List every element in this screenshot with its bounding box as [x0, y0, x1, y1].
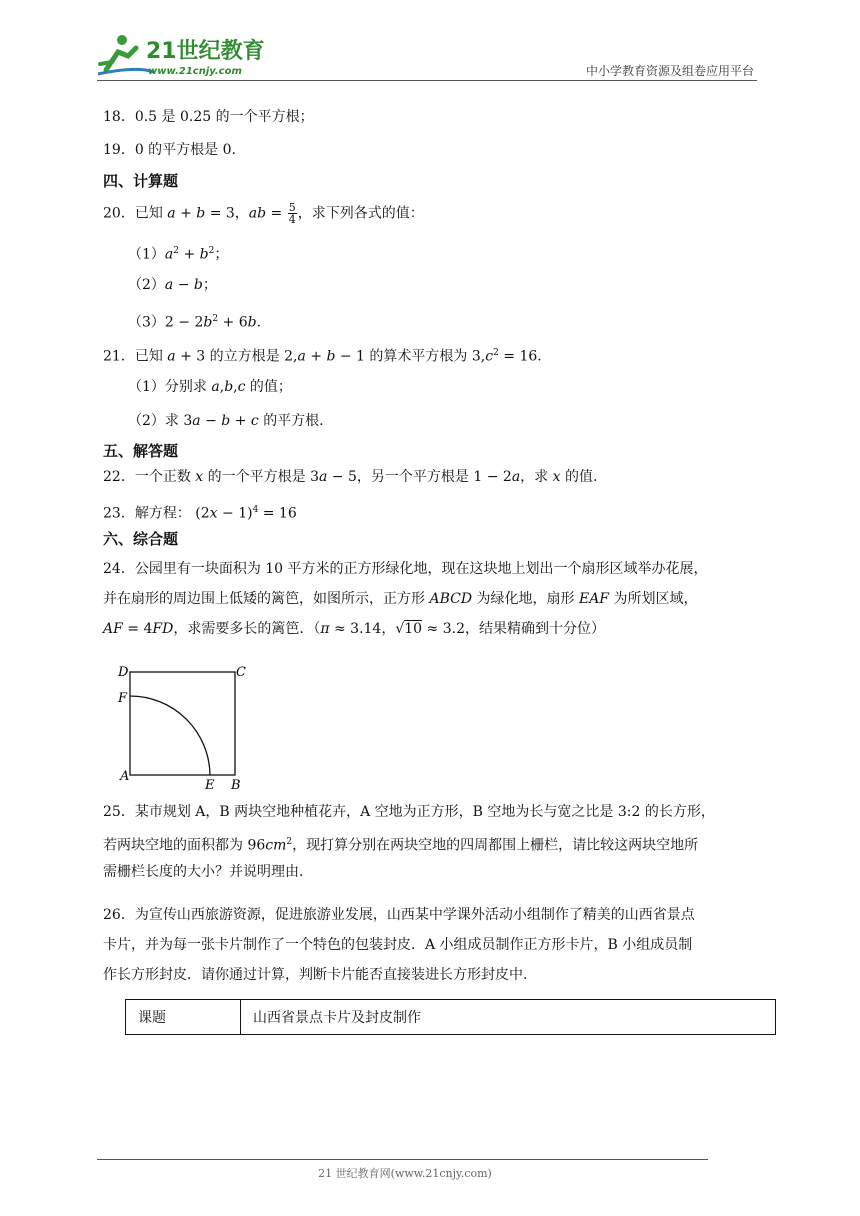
section-heading-6: 六、综合题: [103, 530, 179, 548]
logo: [96, 30, 266, 78]
question-22: 22．一个正数 x 的一个平方根是 3a − 5，另一个平方根是 1 − 2a，求 x 的值.: [103, 469, 598, 485]
label-E: E: [205, 778, 215, 792]
footer-text: 21 世纪教育网(www.21cnjy.com): [318, 1167, 492, 1180]
table-cell-value: 山西省景点卡片及封皮制作: [241, 1000, 776, 1035]
question-18: 18．0.5 是 0.25 的一个平方根；: [103, 109, 314, 125]
question-19: 19．0 的平方根是 0.: [103, 142, 236, 158]
table-row: [126, 1000, 776, 1035]
question-21: 21．已知 a + 3 的立方根是 2,a + b − 1 的算术平方根为 $3,c^2 = 16$.: [103, 348, 542, 365]
header-platform-text: 中小学教育资源及组卷应用平台: [585, 64, 754, 78]
section-heading-4: 四、计算题: [103, 172, 179, 190]
arc-fe: [130, 696, 210, 775]
geometry-figure: [114, 660, 254, 792]
question-20: 20．已知 a + b = 3，ab = $\frac{5}{4}$ ，求下列各式的值：: [103, 201, 424, 226]
question-20-part-3: $(3)2 - 2b^2 + 6b$.: [128, 314, 262, 331]
label-F: F: [118, 691, 128, 706]
question-26: 26．为宣传山西旅游资源，促进旅游业发展，山西某中学课外活动小组制作了精美的山西省景点 卡片，并为每一张卡片制作了一个特色的包装封皮．A 小组成员制作正方形卡片，B 小组成员制 作长方形封皮．请你通过计算，判断卡片能否直接装进长方形封皮中.: [103, 907, 695, 983]
runner-logo-icon: [96, 30, 266, 78]
question-24: 24．公园里有一块面积为 10 平方米的正方形绿化地，现在这块地上划出一个扇形区域举办花展， 并在扇形的周边围上低矮的篱笆，如图所示，正方形 ABCD 为绿化地，扇形 EAF 为所划区域， AF = 4FD，求需要多长的篱笆．（π ≈ 3.14，√10 ≈ 3.2，结果精确到十分位）: [103, 561, 708, 637]
section-heading-5: 五、解答题: [103, 442, 179, 460]
table-cell-label: 课题: [126, 1000, 241, 1035]
question-23: 23．解方程： $(2x - 1)^4 = 16$: [103, 505, 297, 522]
fraction: $\frac{5}{4}$: [288, 201, 296, 226]
question-20-part-1: $(1)a^2 + b^2$；: [128, 246, 229, 263]
svg-text:21世纪教育: 21世纪教育: [146, 39, 265, 64]
label-C: C: [236, 665, 246, 680]
question-25: 25．某市规划 A，B 两块空地种植花卉，A 空地为正方形，B 空地为长与宽之比是 3:2 的长方形， 若两块空地的面积都为 $96cm^2$，现打算分别在两块空地的四周都围上栅栏，请比较这两块空地所 需栅栏长度的大小？并说明理由.: [103, 804, 715, 880]
footer-divider: [97, 1159, 708, 1160]
project-table: [125, 999, 776, 1035]
header-divider: [97, 80, 757, 81]
label-D: D: [118, 665, 129, 680]
question-21-part-1: （1）分别求 a,b,c 的值；: [128, 379, 292, 395]
question-20-part-2: （2）a − b；: [128, 277, 217, 293]
question-21-part-2: （2）求 3a − b + c 的平方根.: [128, 413, 324, 429]
square-abcd: [130, 672, 235, 775]
svg-text:www.21cnjy.com: www.21cnjy.com: [148, 66, 242, 77]
label-B: B: [231, 778, 241, 792]
label-A: A: [120, 769, 130, 784]
